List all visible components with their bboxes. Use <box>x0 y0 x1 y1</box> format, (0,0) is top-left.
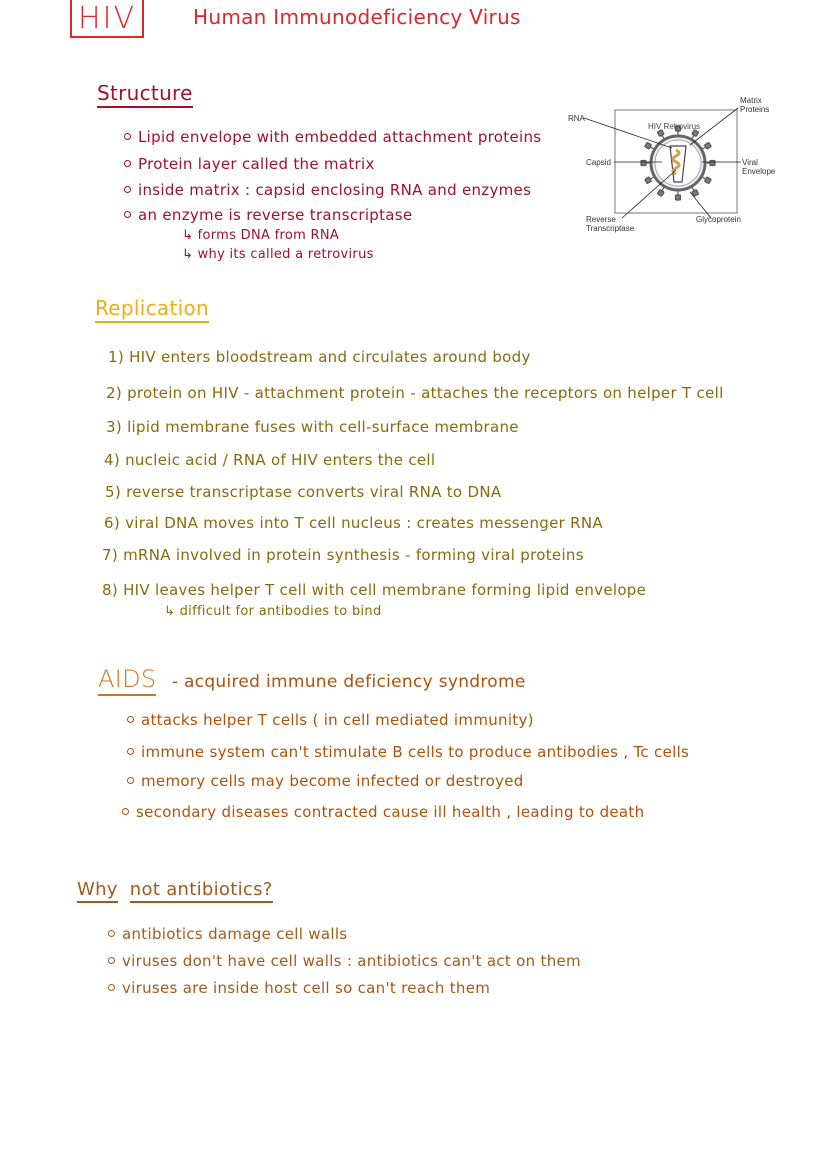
label-matrix-proteins: Matrix Proteins <box>740 96 770 114</box>
diagram-title: HIV Retrovirus <box>648 122 701 131</box>
structure-bullet-1 <box>124 127 541 147</box>
bullet-text: antibiotics damage cell walls <box>122 925 348 943</box>
antibiotics-heading-part2: not antibiotics? <box>130 879 273 903</box>
aids-bullet-2 <box>127 742 689 762</box>
aids-heading-row <box>98 665 526 693</box>
structure-heading-text: Structure <box>97 81 193 108</box>
structure-bullet-3 <box>124 180 531 200</box>
label-rna: RNA <box>568 114 585 123</box>
bullet-text: viruses are inside host cell so can't reach them <box>122 979 491 997</box>
bullet-text: viruses don't have cell walls : antibiotics can't act on them <box>122 952 581 970</box>
bullet-text: Protein layer called the matrix <box>138 155 375 173</box>
replication-step-4: 4) nucleic acid / RNA of HIV enters the cell <box>104 451 436 469</box>
replication-step-2: 2) protein on HIV - attachment protein - attaches the receptors on helper T cell <box>106 384 724 402</box>
bullet-icon <box>124 160 131 167</box>
bullet-icon <box>108 984 115 991</box>
replication-step-8: 8) HIV leaves helper T cell with cell membrane forming lipid envelope <box>102 581 647 599</box>
structure-subpoint-1: ↳ forms DNA from RNA <box>182 228 340 243</box>
replication-step-6: 6) viral DNA moves into T cell nucleus : creates messenger RNA <box>104 514 603 532</box>
aids-bullet-1 <box>127 710 534 730</box>
bullet-text: memory cells may become infected or destroyed <box>141 772 524 790</box>
bullet-icon <box>124 133 131 140</box>
aids-bullet-4 <box>122 802 644 822</box>
antibiotics-bullet-1 <box>108 924 347 944</box>
antibiotics-bullet-2 <box>108 951 581 971</box>
replication-heading <box>95 295 209 321</box>
structure-bullet-2 <box>124 154 375 174</box>
replication-step-7: 7) mRNA involved in protein synthesis - forming viral proteins <box>102 546 584 564</box>
bullet-text: attacks helper T cells ( in cell mediated immunity) <box>141 711 534 729</box>
replication-step-3: 3) lipid membrane fuses with cell-surface membrane <box>106 418 519 436</box>
bullet-text: an enzyme is reverse transcriptase <box>138 206 413 224</box>
title-abbr-box: HIV <box>70 0 144 38</box>
aids-heading: AIDS <box>98 665 156 696</box>
bullet-text: immune system can't stimulate B cells to produce antibodies , Tc cells <box>141 743 690 761</box>
bullet-icon <box>127 777 134 784</box>
bullet-icon <box>108 957 115 964</box>
bullet-icon <box>124 211 131 218</box>
label-viral-envelope: Viral Envelope <box>742 158 776 176</box>
antibiotics-bullet-3 <box>108 978 490 998</box>
bullet-icon <box>127 748 134 755</box>
bullet-icon <box>108 930 115 937</box>
bullet-icon <box>124 186 131 193</box>
structure-heading <box>97 80 193 106</box>
replication-step-5: 5) reverse transcriptase converts viral RNA to DNA <box>105 483 502 501</box>
aids-bullet-3 <box>127 771 524 791</box>
bullet-icon <box>127 716 134 723</box>
bullet-text: inside matrix : capsid enclosing RNA and enzymes <box>138 181 532 199</box>
antibiotics-heading <box>77 877 273 903</box>
aids-definition: - acquired immune deficiency syndrome <box>171 672 526 692</box>
title-full: Human Immunodeficiency Virus <box>193 5 521 29</box>
replication-step-1: 1) HIV enters bloodstream and circulates around body <box>108 348 531 366</box>
bullet-icon <box>122 808 129 815</box>
structure-bullet-4 <box>124 205 412 225</box>
bullet-text: secondary diseases contracted cause ill health , leading to death <box>136 803 645 821</box>
label-capsid: Capsid <box>586 158 611 167</box>
structure-subpoint-2: ↳ why its called a retrovirus <box>182 247 374 262</box>
label-reverse-transcriptase: Reverse Transcriptase <box>586 215 635 233</box>
hiv-diagram <box>566 90 788 235</box>
replication-heading-text: Replication <box>95 296 209 323</box>
bullet-text: Lipid envelope with embedded attachment proteins <box>138 128 542 146</box>
antibiotics-heading-part1: Why <box>77 879 118 903</box>
replication-subpoint: ↳ difficult for antibodies to bind <box>164 604 382 619</box>
label-glycoprotein: Glycoprotein <box>696 215 741 224</box>
